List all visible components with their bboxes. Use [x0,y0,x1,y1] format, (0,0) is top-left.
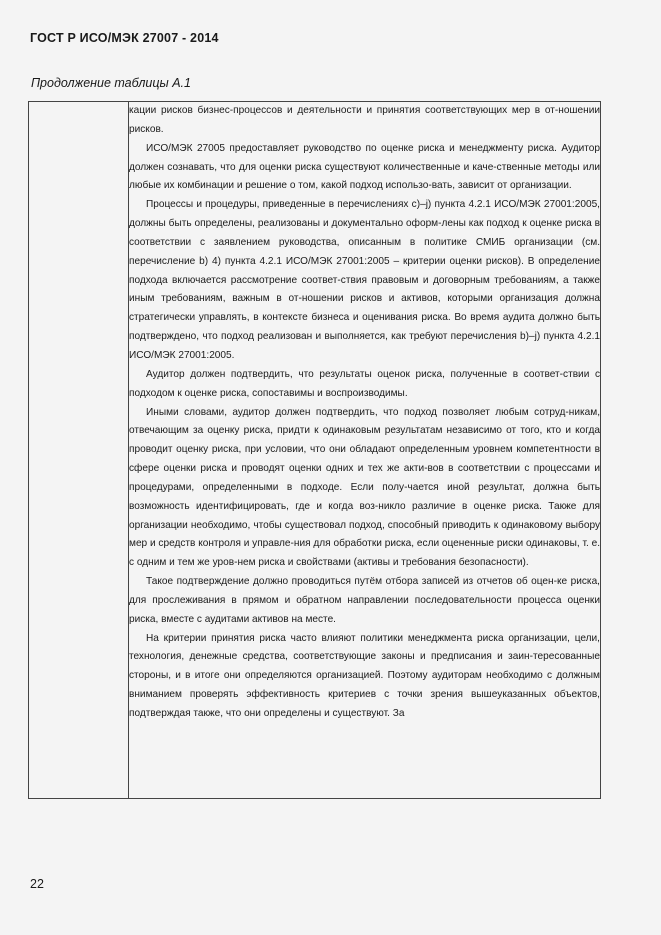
page-number: 22 [30,877,44,891]
paragraph-2: ИСО/МЭК 27005 предоставляет руководство по оценке риска и менеджменту риска. Аудитор должен сознавать, что для оценки риска существуют количественные и каче-ственные методы или любые их комбинации и решение о том, какой подход использо-вать, зависит от организации. [129,142,600,192]
paragraph-1: кации рисков бизнес-процессов и деятельности и принятия соответствующих мер в от-ношении рисков. [129,105,600,135]
table-row [29,102,601,799]
table-continuation-caption: Продолжение таблицы А.1 [31,76,191,90]
table-left-cell [29,102,129,799]
table-right-cell [129,102,601,799]
paragraph-7: На критерии принятия риска часто влияют политики менеджмента риска организации, цели, технология, денежные средства, соответствующие законы и предписания и заин-тересованные стороны, и в итоге они определяются организацией. Поэтому аудиторам необходимо с должным вниманием проверять эффективность критериев с точки зрения вышеуказанных объектов, подтверждая также, что они определены и существуют. За [129,632,600,719]
paragraph-3: Процессы и процедуры, приведенные в перечислениях с)–j) пункта 4.2.1 ИСО/МЭК 27001:2005, должны быть определены, реализованы и документально оформ-лены как подход к оценке риска в соответствии с заявлением руководства, описанным в политике СМИБ организации (см. перечисление b) 4) пункта 4.2.1 ИСО/МЭК 27001:2005 – критерии оценки рисков). В определение подхода включается рассмотрение соответ-ствия правовым и договорным требованиям, а также иным требованиям, важным в от-ношении рисков и активов, которыми организация должна стратегически управлять, в контексте бизнеса и оценивания риска. Во время аудита должно быть подтверждено, что подход реализован и выполняется, как требуют перечисления b)–j) пункта 4.2.1 ИСО/МЭК 27001:2005. [129,199,600,361]
paragraph-5: Иными словами, аудитор должен подтвердить, что подход позволяет любым сотруд-никам, отвечающим за оценку риска, придти к одинаковым результатам независимо от того, кто и когда проводит оценку риска, при условии, что они обладают определенным уровнем компетентности в сфере оценки риска и проводят оценки одних и тех же акти-вов в соответствии с процессами и процедурами, определенными в подходе. Если полу-чается иной результат, должна быть возможность идентифицировать, где и когда воз-никло различие в оценке риска. Также для организации необходимо, чтобы существовал подход, способный приводить к одинаковому выбору мер и средств контроля и управле-ния для обработки риска, если оцененные риски одинаковы, т. е. с одним и тем же уров-нем риска и свойствами (активы и требования безопасности). [129,406,600,569]
paragraph-4: Аудитор должен подтвердить, что результаты оценок риска, полученные в соответ-ствии с подходом к оценке риска, сопоставимы и воспроизводимы. [129,368,600,399]
content-table [28,101,601,799]
standard-header: ГОСТ Р ИСО/МЭК 27007 - 2014 [30,31,219,45]
paragraph-6: Такое подтверждение должно проводиться путём отбора записей из отчетов об оцен-ке риска, для прослеживания в прямом и обратном направлении последовательности процесса оценки риска, вместе с аудитами активов на месте. [129,576,600,625]
